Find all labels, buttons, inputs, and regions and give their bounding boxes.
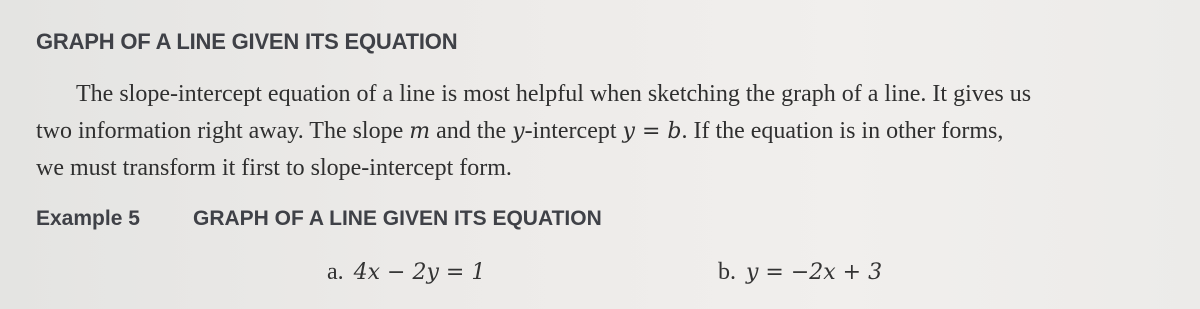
line2-text-intercept: -intercept	[524, 118, 623, 144]
paragraph-line-3: we must transform it first to slope-intercept form.	[36, 155, 512, 181]
problem-b-equation: y = −2x + 3	[746, 260, 883, 285]
y-variable: y	[512, 119, 525, 144]
problem-a-letter: a.	[327, 259, 344, 285]
example-header	[36, 207, 602, 231]
example-label: Example 5	[36, 207, 140, 230]
example-title: GRAPH OF A LINE GIVEN ITS EQUATION	[193, 207, 602, 230]
section-heading: GRAPH OF A LINE GIVEN ITS EQUATION	[36, 29, 458, 54]
paragraph-line-2	[36, 113, 1186, 150]
problem-a	[327, 259, 485, 286]
problem-b	[718, 259, 882, 286]
intercept-equation: y = b	[622, 119, 682, 144]
problem-a-equation: 4x − 2y = 1	[353, 260, 486, 285]
slope-variable: m	[409, 119, 431, 144]
paragraph-line-1: The slope-intercept equation of a line is most helpful when sketching the graph of a line. It gives us	[76, 81, 1032, 107]
line2-text-mid: and the	[430, 118, 513, 144]
line2-text-start: two information right away. The slope	[36, 118, 410, 144]
problem-b-letter: b.	[718, 259, 736, 285]
line2-text-end: . If the equation is in other forms,	[681, 118, 1004, 144]
intro-paragraph	[36, 76, 1186, 187]
